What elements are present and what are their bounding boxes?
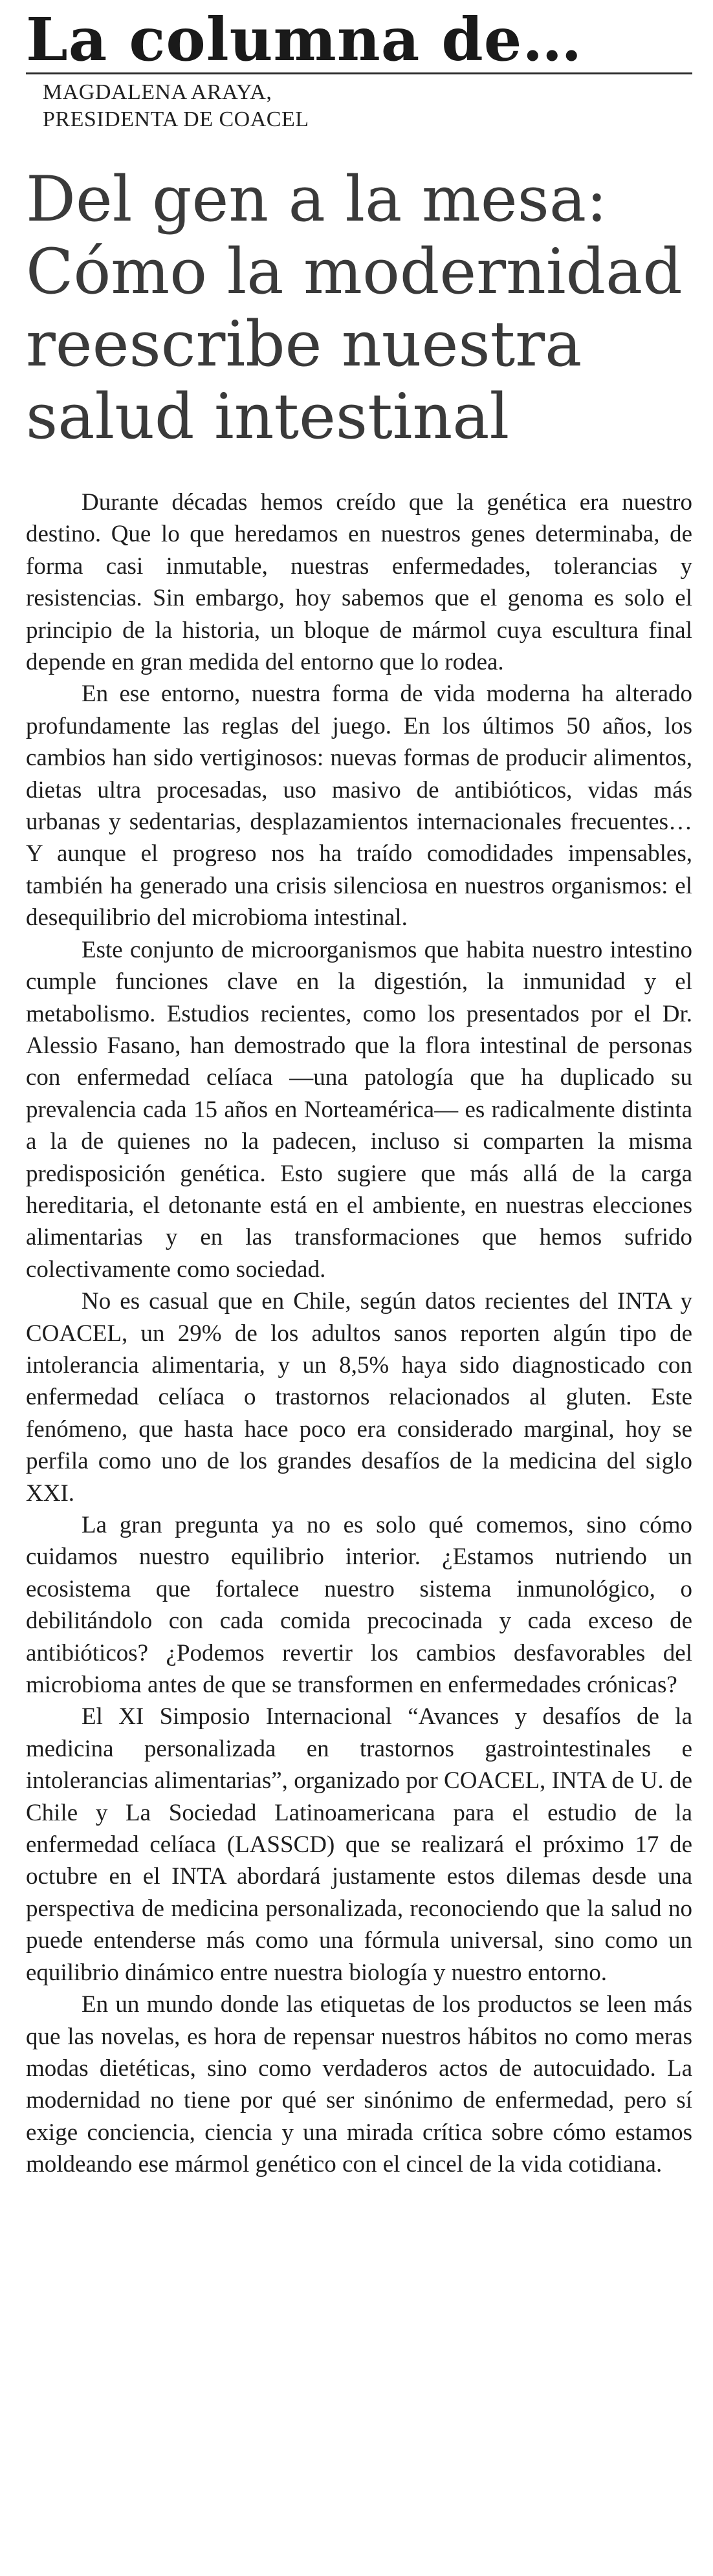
author-name: MAGDALENA ARAYA, <box>43 80 272 104</box>
byline <box>43 79 309 133</box>
article-headline <box>26 163 699 453</box>
headline-line: Cómo la modernidad <box>26 235 683 308</box>
column-title: La columna de… <box>26 5 583 74</box>
article-paragraph: El XI Simposio Internacional “Avances y desafíos de la medicina personalizada en trastornos gastrointestinales e intolerancias alimentarias”, organizado por COACEL, INTA de U. de Chile y La Sociedad Latinoamericana para el estudio de la enfermedad celíaca (LASSCD) que se realizará el próximo 17 de octubre en el INTA abordará justamente estos dilemas desde una perspectiva de medicina personalizada, reconociendo que la salud no puede entenderse más como una fórmula universal, sino como un equilibrio dinámico entre nuestra biología y nuestro entorno. <box>26 1703 692 1986</box>
headline-line: reescribe nuestra <box>26 308 582 380</box>
article-paragraph: Este conjunto de microorganismos que habita nuestro intestino cumple funciones clave en la digestión, la inmunidad y el metabolismo. Estudios recientes, como los presentados por el Dr. Alessio Fasano, han demostrado que la flora intestinal de personas con enfermedad celíaca —una patología que ha duplicado su prevalencia cada 15 años en Norteamérica— es radicalmente distinta a la de quienes no la padecen, incluso si comparten la misma predisposición genética. Esto sugiere que más allá de la carga hereditaria, el detonante está en el ambiente, en nuestras elecciones alimentarias y en las transformaciones que hemos sufrido colectivamente como sociedad. <box>26 936 692 1283</box>
article-paragraph: No es casual que en Chile, según datos recientes del INTA y COACEL, un 29% de los adultos sanos reporten algún tipo de intolerancia alimentaria, y un 8,5% haya sido diagnosticado con enfermedad celíaca o trastornos relacionados al gluten. Este fenómeno, que hasta hace poco era considerado marginal, hoy se perfila como uno de los grandes desafíos de la medicina del siglo XXI. <box>26 1288 692 1507</box>
article-body <box>26 486 692 2181</box>
headline-line: salud intestinal <box>26 380 510 453</box>
header-divider <box>26 72 692 74</box>
article-paragraph: En ese entorno, nuestra forma de vida moderna ha alterado profundamente las reglas del juego. En los últimos 50 años, los cambios han sido vertiginosos: nuevas formas de producir alimentos, dietas ultra procesadas, uso masivo de antibióticos, vidas más urbanas y sedentarias, desplazamientos internacionales frecuentes… Y aunque el progreso nos ha traído comodidades impensables, también ha generado una crisis silenciosa en nuestros organismos: el desequilibrio del microbioma intestinal. <box>26 681 692 932</box>
article-paragraph: Durante décadas hemos creído que la genética era nuestro destino. Que lo que heredamos en nuestros genes determinaba, de forma casi inmutable, nuestras enfermedades, tolerancias y resistencias. Sin embargo, hoy sabemos que el genoma es solo el principio de la historia, un bloque de mármol cuya escultura final depende en gran medida del entorno que lo rodea. <box>26 489 692 676</box>
article-paragraph: La gran pregunta ya no es solo qué comemos, sino cómo cuidamos nuestro equilibrio interior. ¿Estamos nutriendo un ecosistema que fortalece nuestro sistema inmunológico, o debilitándolo con cada comida precocinada y cada exceso de antibióticos? ¿Podemos revertir los cambios desfavorables del microbioma antes de que se transformen en enfermedades crónicas? <box>26 1512 692 1699</box>
column-header <box>26 4 692 75</box>
author-role: PRESIDENTA DE COACEL <box>43 107 309 131</box>
headline-line: Del gen a la mesa: <box>26 163 608 235</box>
article-paragraph: En un mundo donde las etiquetas de los productos se leen más que las novelas, es hora de repensar nuestros hábitos no como meras modas dietéticas, sino como verdaderos actos de autocuidado. La modernidad no tiene por qué ser sinónimo de enfermedad, pero sí exige conciencia, ciencia y una mirada crítica sobre cómo estamos moldeando ese mármol genético con el cincel de la vida cotidiana. <box>26 1991 692 2178</box>
